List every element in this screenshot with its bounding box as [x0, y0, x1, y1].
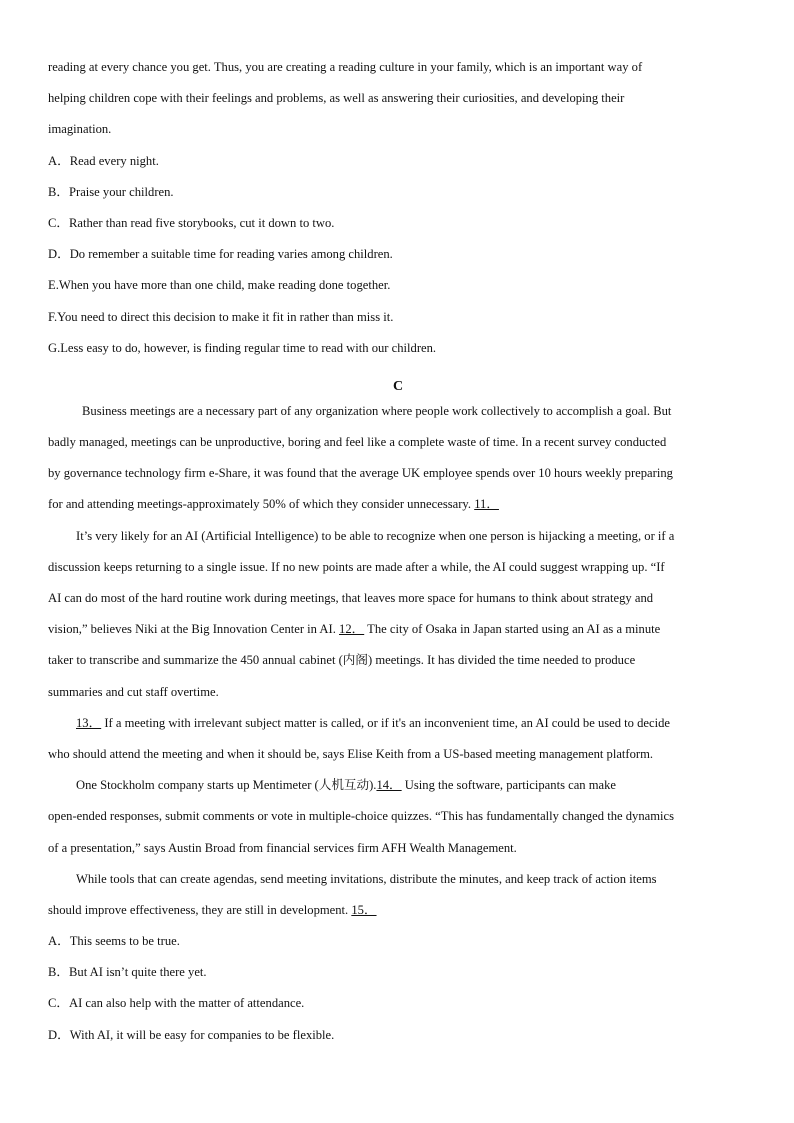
passage-c-paragraph-2	[48, 521, 748, 708]
option-d: D．With AI, it will be easy for companies to be flexible.	[48, 1027, 335, 1042]
document-page	[48, 52, 748, 1051]
answer-blank-11: 11．	[474, 497, 499, 512]
option-b: B．But AI isn’t quite there yet.	[48, 965, 207, 980]
option-e: E.When you have more than one child, make reading done together.	[48, 278, 391, 293]
passage-b-text	[48, 52, 748, 146]
text-line: AI can do most of the hard routine work during meetings, that leaves more space for humans to think about strategy and	[48, 591, 654, 605]
passage-c-paragraph-1	[48, 396, 748, 521]
text-line: discussion keeps returning to a single issue. If no new points are made after a while, the AI could suggest wrapping up. “If	[48, 559, 665, 574]
option-c: C．Rather than read five storybooks, cut it down to two.	[48, 215, 335, 230]
text-line	[48, 489, 748, 520]
answer-blank-14: 14．	[376, 778, 402, 793]
passage-b-options	[48, 146, 748, 364]
passage-c-paragraph-5	[48, 864, 748, 926]
text-line: helping children cope with their feelings and problems, as well as answering their curiosities, and developing their	[48, 91, 625, 106]
option-d: D．Do remember a suitable time for reading varies among children.	[48, 247, 393, 262]
text-line: open-ended responses, submit comments or vote in multiple-choice quizzes. “This has fundamentally changed the dynamics	[48, 809, 675, 824]
option-a: A．Read every night.	[48, 153, 159, 168]
text-line: who should attend the meeting and when it should be, says Elise Keith from a US-based meeting management platform.	[48, 746, 654, 761]
text-line: badly managed, meetings can be unproductive, boring and feel like a complete waste of time. In a recent survey conducted	[48, 435, 667, 450]
text-segment: The city of Osaka in Japan started using an AI as a minute	[364, 622, 661, 637]
text-segment: should improve effectiveness, they are still in development.	[48, 902, 352, 917]
option-b: B．Praise your children.	[48, 184, 174, 199]
text-line	[48, 614, 748, 645]
option-c: C．AI can also help with the matter of attendance.	[48, 996, 305, 1011]
answer-blank-13: 13．	[76, 715, 102, 730]
passage-c-paragraph-4	[48, 770, 748, 864]
option-f: F.You need to direct this decision to make it fit in rather than miss it.	[48, 309, 394, 324]
text-line	[48, 895, 748, 926]
answer-blank-12: 12．	[339, 622, 365, 637]
text-segment: One Stockholm company starts up Mentimeter (人机互动).	[76, 778, 377, 793]
text-line: imagination.	[48, 122, 112, 137]
text-line: by governance technology firm e-Share, it was found that the average UK employee spends over 10 hours weekly preparing	[48, 466, 673, 481]
option-a: A．This seems to be true.	[48, 934, 180, 949]
answer-blank-15: 15．	[351, 902, 377, 917]
text-line: of a presentation,” says Austin Broad from financial services firm AFH Wealth Management.	[48, 840, 517, 855]
text-segment: If a meeting with irrelevant subject matter is called, or if it's an inconvenient time, an AI could be used to decide	[101, 715, 670, 730]
option-g: G.Less easy to do, however, is finding regular time to read with our children.	[48, 340, 437, 355]
passage-c-paragraph-3	[48, 708, 748, 770]
text-line	[48, 770, 748, 801]
passage-c-options	[48, 926, 748, 1051]
text-line: Business meetings are a necessary part of any organization where people work collectively to accomplish a goal. But	[82, 403, 672, 418]
text-line: taker to transcribe and summarize the 450 annual cabinet (内阁) meetings. It has divided the time needed to produce	[48, 653, 636, 668]
text-line	[48, 708, 748, 739]
text-line: summaries and cut staff overtime.	[48, 684, 219, 699]
text-segment: vision,” believes Niki at the Big Innovation Center in AI.	[48, 622, 340, 637]
text-segment: Using the software, participants can make	[401, 778, 617, 793]
text-line: While tools that can create agendas, send meeting invitations, distribute the minutes, and keep track of action items	[76, 871, 657, 886]
text-segment: for and attending meetings-approximately 50% of which they consider unnecessary.	[48, 497, 475, 512]
text-line: It’s very likely for an AI (Artificial Intelligence) to be able to recognize when one person is hijacking a meeting, or if a	[76, 528, 675, 543]
section-title: C	[392, 378, 404, 394]
text-line: reading at every chance you get. Thus, you are creating a reading culture in your family, which is an important way of	[48, 60, 643, 74]
